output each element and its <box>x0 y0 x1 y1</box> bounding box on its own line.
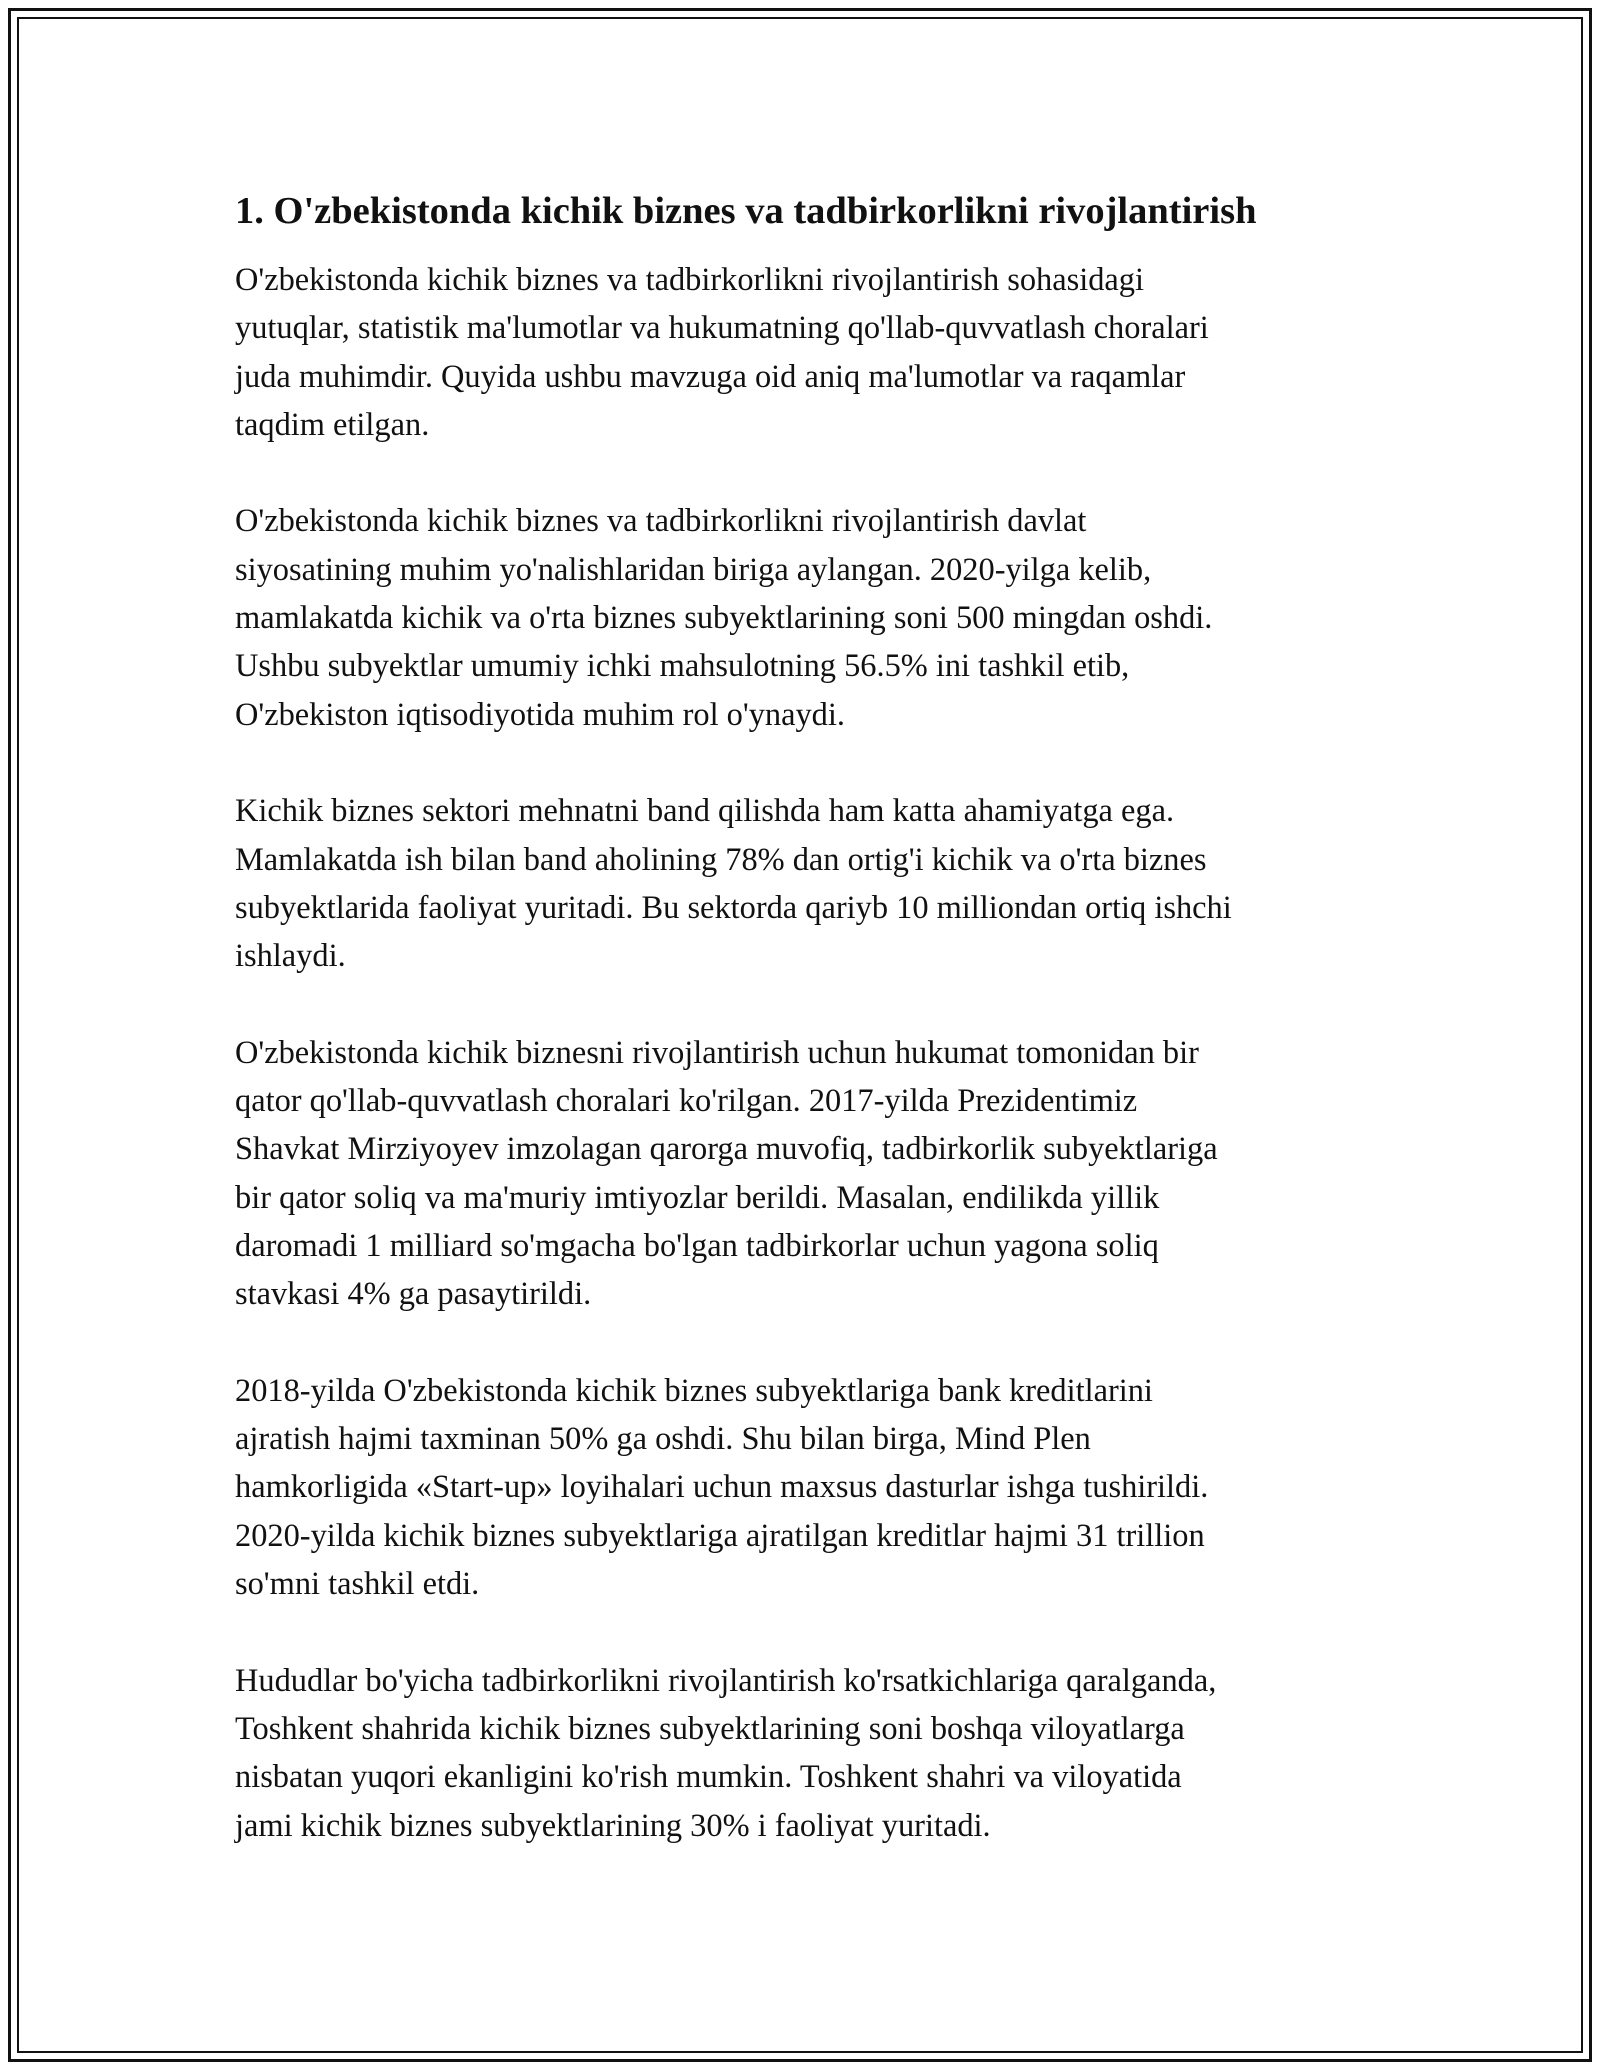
document-body <box>235 186 1365 1898</box>
paragraph-list <box>235 256 1365 1850</box>
paragraph <box>235 497 1365 738</box>
paragraph <box>235 1029 1365 1319</box>
text-line: taqdim etilgan. <box>235 406 430 443</box>
text-line: Ushbu subyektlar umumiy ichki mahsulotning 56.5% ini tashkil etib, <box>235 648 1130 685</box>
text-line: juda muhimdir. Quyida ushbu mavzuga oid aniq ma'lumotlar va raqamlar <box>235 358 1186 395</box>
text-line: daromadi 1 milliard so'mgacha bo'lgan tadbirkorlar uchun yagona soliq <box>235 1227 1159 1264</box>
text-line: bir qator soliq va ma'muriy imtiyozlar berildi. Masalan, endilikda yillik <box>235 1179 1160 1216</box>
text-line: O'zbekistonda kichik biznes va tadbirkorlikni rivojlantirish davlat <box>235 503 1087 540</box>
text-line: 2018-yilda O'zbekistonda kichik biznes subyektlariga bank kreditlarini <box>235 1372 1153 1409</box>
text-line: O'zbekistonda kichik biznesni rivojlantirish uchun hukumat tomonidan bir <box>235 1034 1199 1071</box>
text-line: nisbatan yuqori ekanligini ko'rish mumkin. Toshkent shahri va viloyatida <box>235 1759 1182 1796</box>
text-line: Shavkat Mirziyoyev imzolagan qarorga muvofiq, tadbirkorlik subyektlariga <box>235 1131 1218 1168</box>
paragraph <box>235 787 1365 980</box>
text-line: Kichik biznes sektori mehnatni band qilishda ham katta ahamiyatga ega. <box>235 793 1175 830</box>
text-line: O'zbekiston iqtisodiyotida muhim rol o'ynaydi. <box>235 696 845 733</box>
text-line: so'mni tashkil etdi. <box>235 1566 480 1603</box>
text-line: subyektlarida faoliyat yuritadi. Bu sektorda qariyb 10 milliondan ortiq ishchi <box>235 889 1232 926</box>
text-line: mamlakatda kichik va o'rta biznes subyektlarining soni 500 mingdan oshdi. <box>235 600 1213 637</box>
section-heading: 1. O'zbekistonda kichik biznes va tadbirkorlikni rivojlantirish <box>235 190 1257 232</box>
paragraph <box>235 1657 1365 1850</box>
text-line: stavkasi 4% ga pasaytirildi. <box>235 1276 592 1313</box>
text-line: Mamlakatda ish bilan band aholining 78% dan ortig'i kichik va o'rta biznes <box>235 841 1207 878</box>
paragraph <box>235 256 1365 449</box>
text-line: siyosatining muhim yo'nalishlaridan biriga aylangan. 2020-yilga kelib, <box>235 551 1152 588</box>
text-line: ishlaydi. <box>235 938 346 975</box>
paragraph <box>235 1367 1365 1608</box>
text-line: hamkorligida «Start-up» loyihalari uchun maxsus dasturlar ishga tushirildi. <box>235 1469 1209 1506</box>
text-line: Hududlar bo'yicha tadbirkorlikni rivojlantirish ko'rsatkichlariga qaralganda, <box>235 1662 1217 1699</box>
text-line: ajratish hajmi taxminan 50% ga oshdi. Shu bilan birga, Mind Plen <box>235 1421 1091 1458</box>
text-line: 2020-yilda kichik biznes subyektlariga ajratilgan kreditlar hajmi 31 trillion <box>235 1517 1205 1554</box>
text-line: jami kichik biznes subyektlarining 30% i faoliyat yuritadi. <box>235 1807 991 1844</box>
text-line: yutuqlar, statistik ma'lumotlar va hukumatning qo'llab-quvvatlash choralari <box>235 310 1209 347</box>
text-line: O'zbekistonda kichik biznes va tadbirkorlikni rivojlantirish sohasidagi <box>235 262 1144 298</box>
text-line: Toshkent shahrida kichik biznes subyektlarining soni boshqa viloyatlarga <box>235 1710 1185 1747</box>
text-line: qator qo'llab-quvvatlash choralari ko'rilgan. 2017-yilda Prezidentimiz <box>235 1083 1138 1120</box>
